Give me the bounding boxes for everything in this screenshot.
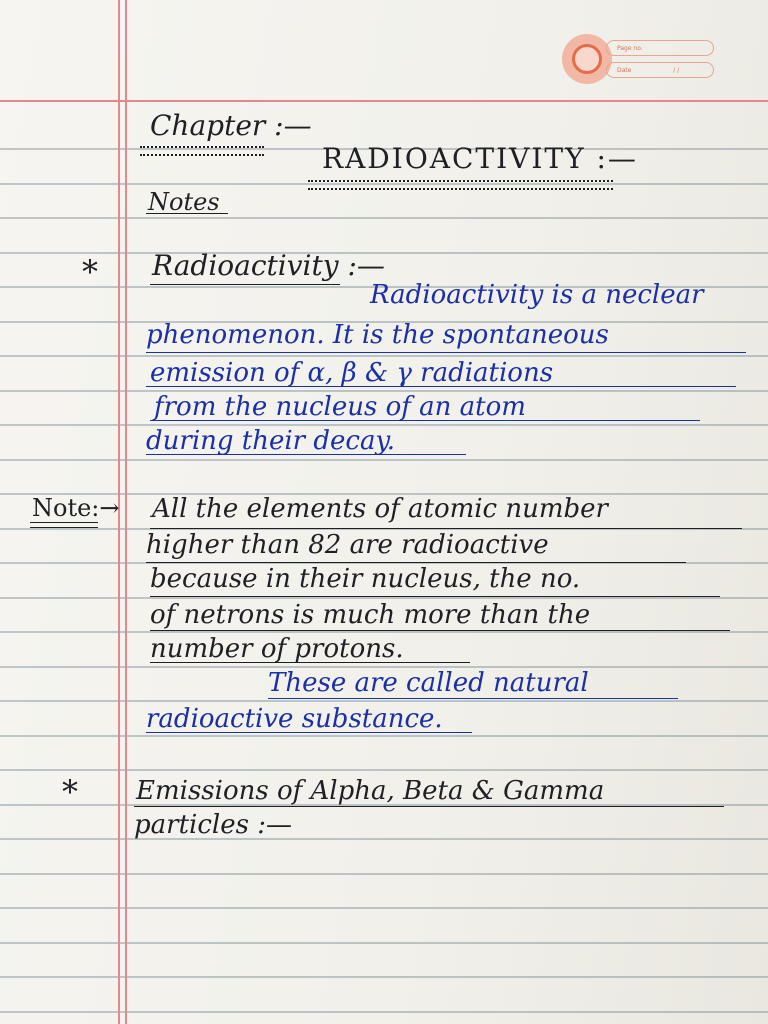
definition-line-1: Radioactivity is a neclear <box>370 280 704 310</box>
ruled-line <box>0 1011 768 1013</box>
emissions-line-2: particles :— <box>134 810 292 840</box>
bullet-asterisk-1: * <box>82 253 98 291</box>
note-line-1: All the elements of atomic number <box>152 494 608 524</box>
notes-label: Notes <box>148 188 220 216</box>
chapter-underline <box>140 146 264 148</box>
emissions-underline <box>134 806 724 807</box>
chapter-label: Chapter :— <box>150 109 312 142</box>
note-line-5: number of protons. <box>150 634 404 664</box>
definition-line-2: phenomenon. It is the spontaneous <box>146 320 609 350</box>
definition-underline-4 <box>146 454 466 455</box>
chapter-title: RADIOACTIVITY :— <box>322 142 638 175</box>
ruled-line <box>0 631 768 633</box>
definition-underline-3 <box>150 420 700 421</box>
title-underline <box>308 180 613 182</box>
natural-underline <box>268 698 678 699</box>
note-underline-3 <box>146 562 686 563</box>
ruled-line <box>0 183 768 185</box>
page-info-badge <box>562 34 716 90</box>
brand-logo-icon <box>562 34 612 84</box>
ruled-line <box>0 873 768 875</box>
date-field <box>606 62 714 78</box>
note-line-7: radioactive substance. <box>146 704 443 734</box>
note-line-3: because in their nucleus, the no. <box>150 564 581 594</box>
definition-line-3: emission of α, β & γ radiations <box>150 358 554 388</box>
substance-underline <box>146 732 472 733</box>
definition-underline-1 <box>146 352 746 353</box>
notes-underline <box>146 213 228 214</box>
ruled-line <box>0 597 768 599</box>
note-underline-5 <box>150 630 730 631</box>
ruled-line <box>0 459 768 461</box>
ruled-line <box>0 355 768 357</box>
note-underline-1 <box>150 528 742 529</box>
chapter-underline-2 <box>140 154 264 156</box>
note-line-6: These are called natural <box>268 668 589 698</box>
definition-line-5: during their decay. <box>146 426 395 456</box>
ruled-line <box>0 942 768 944</box>
ruled-line <box>0 769 768 771</box>
definition-line-4: from the nucleus of an atom <box>154 392 526 422</box>
date-label: Date <box>617 67 632 74</box>
ruled-line <box>0 907 768 909</box>
ruled-line <box>0 700 768 702</box>
note-line-4: of netrons is much more than the <box>150 600 591 630</box>
note-underline-6 <box>150 662 470 663</box>
note-underline-2 <box>30 527 98 528</box>
page-no-label: Page no. <box>617 45 643 52</box>
note-underline <box>30 522 98 523</box>
ruled-line <box>0 217 768 219</box>
definition-underline-2 <box>146 386 736 387</box>
date-value: / / <box>673 67 680 74</box>
emissions-line-1: Emissions of Alpha, Beta & Gamma <box>136 776 605 806</box>
top-margin-line <box>0 100 768 102</box>
left-margin-line-2 <box>125 0 127 1024</box>
bullet-asterisk-2: * <box>62 773 78 811</box>
ruled-line <box>0 976 768 978</box>
page-no-field <box>606 40 714 56</box>
note-underline-4 <box>150 596 720 597</box>
note-line-2: higher than 82 are radioactive <box>146 530 549 560</box>
ruled-line <box>0 735 768 737</box>
note-label: Note:→ <box>32 494 120 522</box>
ruled-line <box>0 838 768 840</box>
heading-underline <box>150 284 340 285</box>
title-underline-2 <box>308 188 613 190</box>
radioactivity-heading: Radioactivity :— <box>152 249 385 282</box>
